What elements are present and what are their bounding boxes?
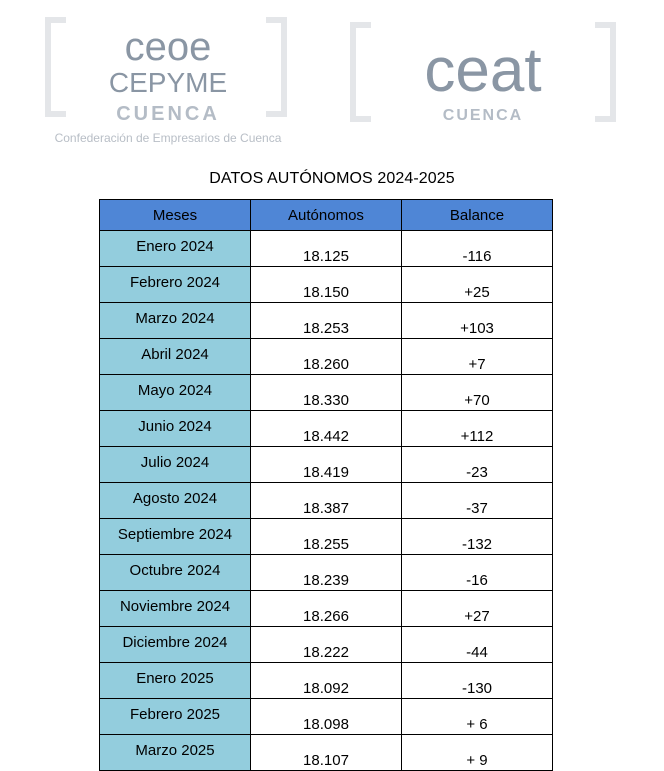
autonomos-cell: 18.107 bbox=[251, 735, 402, 771]
table-row bbox=[100, 483, 553, 519]
balance-cell: + 6 bbox=[402, 699, 553, 735]
header-balance: Balance bbox=[402, 200, 553, 231]
header-autonomos: Autónomos bbox=[251, 200, 402, 231]
autonomos-cell: 18.125 bbox=[251, 231, 402, 267]
autonomos-cell: 18.253 bbox=[251, 303, 402, 339]
autonomos-cell: 18.150 bbox=[251, 267, 402, 303]
table-row bbox=[100, 267, 553, 303]
ceoe-cepyme-logo bbox=[44, 16, 292, 148]
month-cell: Noviembre 2024 bbox=[100, 591, 251, 627]
month-cell: Abril 2024 bbox=[100, 339, 251, 375]
balance-cell: -16 bbox=[402, 555, 553, 591]
month-cell: Enero 2024 bbox=[100, 231, 251, 267]
autonomos-table bbox=[99, 199, 553, 771]
table-row bbox=[100, 591, 553, 627]
month-cell: Febrero 2024 bbox=[100, 267, 251, 303]
balance-cell: +27 bbox=[402, 591, 553, 627]
header-meses: Meses bbox=[100, 200, 251, 231]
balance-cell: -132 bbox=[402, 519, 553, 555]
balance-cell: +103 bbox=[402, 303, 553, 339]
month-cell: Enero 2025 bbox=[100, 663, 251, 699]
month-cell: Marzo 2025 bbox=[100, 735, 251, 771]
balance-cell: +70 bbox=[402, 375, 553, 411]
autonomos-cell: 18.092 bbox=[251, 663, 402, 699]
month-cell: Agosto 2024 bbox=[100, 483, 251, 519]
month-cell: Diciembre 2024 bbox=[100, 627, 251, 663]
month-cell: Junio 2024 bbox=[100, 411, 251, 447]
month-cell: Septiembre 2024 bbox=[100, 519, 251, 555]
ceat-logo bbox=[349, 21, 617, 125]
table-header-row bbox=[100, 200, 553, 231]
logo-text-ceat: ceat bbox=[424, 36, 542, 105]
autonomos-cell: 18.266 bbox=[251, 591, 402, 627]
table-row bbox=[100, 555, 553, 591]
balance-cell: -23 bbox=[402, 447, 553, 483]
autonomos-cell: 18.098 bbox=[251, 699, 402, 735]
logo-text-ceat-cuenca: CUENCA bbox=[442, 107, 524, 124]
table-row bbox=[100, 375, 553, 411]
autonomos-cell: 18.222 bbox=[251, 627, 402, 663]
autonomos-cell: 18.419 bbox=[251, 447, 402, 483]
balance-cell: +25 bbox=[402, 267, 553, 303]
autonomos-cell: 18.330 bbox=[251, 375, 402, 411]
month-cell: Octubre 2024 bbox=[100, 555, 251, 591]
logo-text-cepyme: CEPYME bbox=[108, 67, 228, 98]
autonomos-cell: 18.387 bbox=[251, 483, 402, 519]
autonomos-cell: 18.239 bbox=[251, 555, 402, 591]
table-row bbox=[100, 663, 553, 699]
table-row bbox=[100, 339, 553, 375]
page-title: DATOS AUTÓNOMOS 2024-2025 bbox=[209, 170, 455, 187]
table-row bbox=[100, 627, 553, 663]
balance-cell: +112 bbox=[402, 411, 553, 447]
balance-cell: + 9 bbox=[402, 735, 553, 771]
logo-caption: Confederación de Empresarios de Cuenca bbox=[54, 131, 282, 145]
table-body bbox=[100, 231, 553, 771]
table-row bbox=[100, 411, 553, 447]
table-row bbox=[100, 303, 553, 339]
balance-cell: +7 bbox=[402, 339, 553, 375]
balance-cell: -44 bbox=[402, 627, 553, 663]
table-row bbox=[100, 699, 553, 735]
logo-text-cuenca: CUENCA bbox=[116, 103, 220, 125]
balance-cell: -37 bbox=[402, 483, 553, 519]
month-cell: Julio 2024 bbox=[100, 447, 251, 483]
month-cell: Febrero 2025 bbox=[100, 699, 251, 735]
autonomos-cell: 18.255 bbox=[251, 519, 402, 555]
autonomos-cell: 18.442 bbox=[251, 411, 402, 447]
logo-text-ceoe: ceoe bbox=[124, 25, 212, 69]
balance-cell: -116 bbox=[402, 231, 553, 267]
table-row bbox=[100, 519, 553, 555]
month-cell: Marzo 2024 bbox=[100, 303, 251, 339]
table-row bbox=[100, 231, 553, 267]
autonomos-cell: 18.260 bbox=[251, 339, 402, 375]
month-cell: Mayo 2024 bbox=[100, 375, 251, 411]
balance-cell: -130 bbox=[402, 663, 553, 699]
table-row bbox=[100, 735, 553, 771]
table-row bbox=[100, 447, 553, 483]
